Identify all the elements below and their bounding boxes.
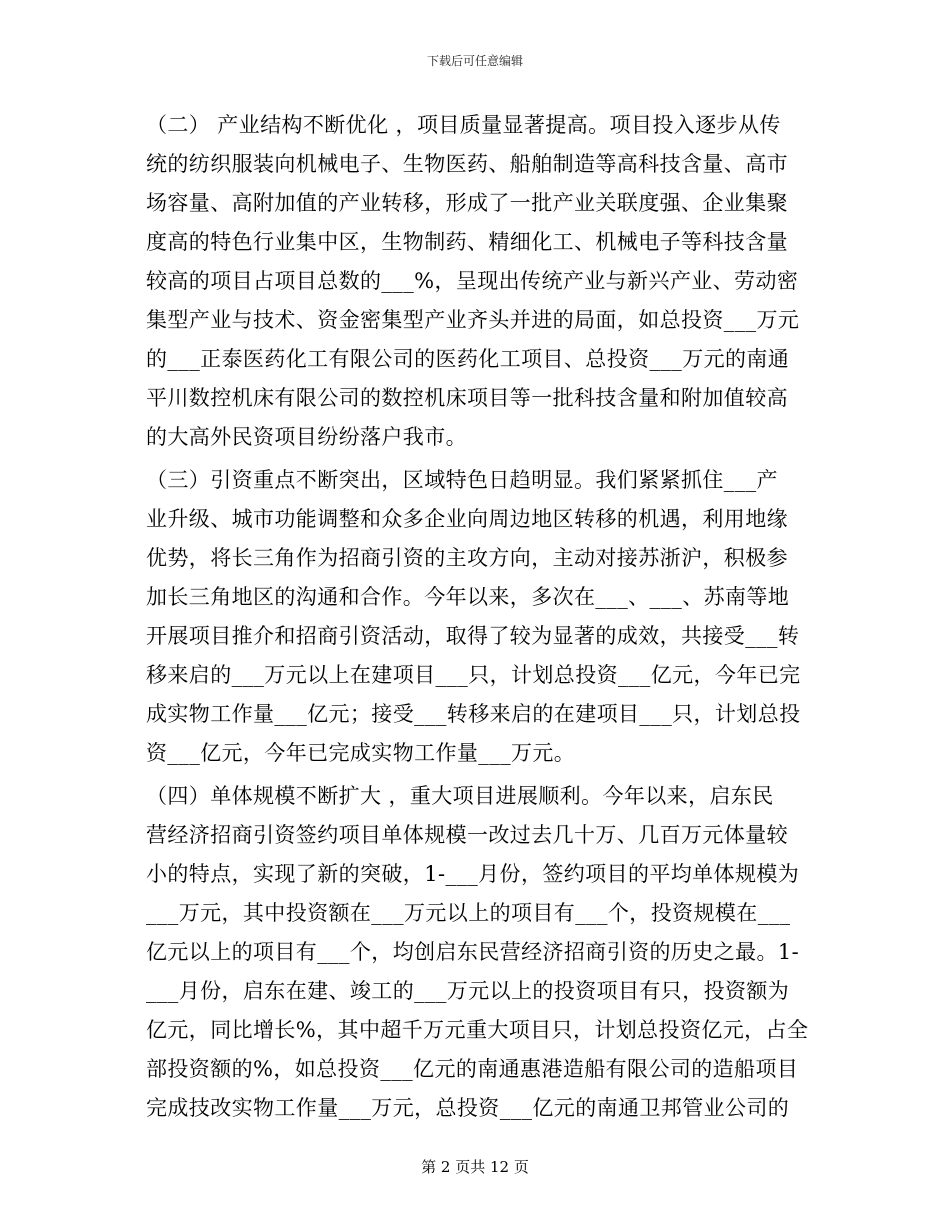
page-number-footer: 第 2 页共 12 页 — [421, 1158, 529, 1176]
paragraph-1-line: 统的纺织服装向机械电子、生物医药、船舶制造等高科技含量、高市 — [146, 152, 788, 176]
paragraph-3-line: 亿元，同比增长%，其中超千万元重大项目只，计划总投资亿元，占全 — [146, 1018, 809, 1042]
paragraph-1-line: 集型产业与技术、资金密集型产业齐头并进的局面，如总投资___万元 — [146, 308, 800, 332]
paragraph-2-line: 加长三角地区的沟通和合作。今年以来，多次在___、___、苏南等地 — [146, 585, 790, 609]
paragraph-3-line: 完成技改实物工作量___万元，总投资___亿元的南通卫邦管业公司的 — [146, 1096, 790, 1120]
paragraph-1-line: 场容量、高附加值的产业转移，形成了一批产业关联度强、企业集聚 — [146, 191, 788, 215]
paragraph-3-line: ___万元，其中投资额在___万元以上的项目有___个，投资规模在___ — [146, 901, 791, 925]
document-body — [146, 106, 809, 1128]
paragraph-3-line: 小的特点，实现了新的突破，1-___月份，签约项目的平均单体规模为 — [146, 862, 800, 886]
paragraph-3-line: （四）单体规模不断扩大 ，重大项目进展顺利。今年以来，启东民 — [146, 784, 774, 808]
paragraph-1-line: （二） 产业结构不断优化 ，项目质量显著提高。项目投入逐步从传 — [146, 113, 781, 137]
paragraph-1-line: 的___正泰医药化工有限公司的医药化工项目、总投资___万元的南通 — [146, 347, 790, 371]
paragraph-3-line: ___月份，启东在建、竣工的___万元以上的投资项目有只，投资额为 — [146, 979, 790, 1003]
paragraph-2-line: 开展项目推介和招商引资活动，取得了较为显著的成效，共接受___转 — [146, 624, 800, 648]
paragraph-2-line: 优势，将长三角作为招商引资的主攻方向，主动对接苏浙沪，积极参 — [146, 546, 788, 570]
paragraph-3-line: 部投资额的%，如总投资___亿元的南通惠港造船有限公司的造船项目 — [146, 1057, 799, 1081]
paragraph-2-line: 移来启的___万元以上在建项目___只，计划总投资___亿元，今年已完 — [146, 663, 801, 687]
paragraph-2-line: 资___亿元，今年已完成实物工作量___万元。 — [146, 741, 576, 765]
page-header: 下载后可任意编辑 — [426, 54, 523, 68]
paragraph-2-line: 成实物工作量___亿元；接受___转移来启的在建项目___只，计划总投 — [146, 702, 801, 726]
paragraph-2-line: （三）引资重点不断突出，区域特色日趋明显。我们紧紧抓住___产 — [146, 468, 778, 492]
paragraph-1-line: 的大高外民资项目纷纷落户我市。 — [146, 425, 467, 449]
paragraph-2-line: 业升级、城市功能调整和众多企业向周边地区转移的机遇，利用地缘 — [146, 507, 788, 531]
paragraph-1-line: 度高的特色行业集中区，生物制药、精细化工、机械电子等科技含量 — [146, 230, 788, 254]
paragraph-3-line: 亿元以上的项目有___个，均创启东民营经济招商引资的历史之最。1- — [146, 940, 800, 964]
paragraph-1-line: 较高的项目占项目总数的___%，呈现出传统产业与新兴产业、劳动密 — [146, 269, 799, 293]
paragraph-1-line: 平川数控机床有限公司的数控机床项目等一批科技含量和附加值较高 — [146, 386, 788, 410]
paragraph-3-line: 营经济招商引资签约项目单体规模一改过去几十万、几百万元体量较 — [146, 823, 788, 847]
